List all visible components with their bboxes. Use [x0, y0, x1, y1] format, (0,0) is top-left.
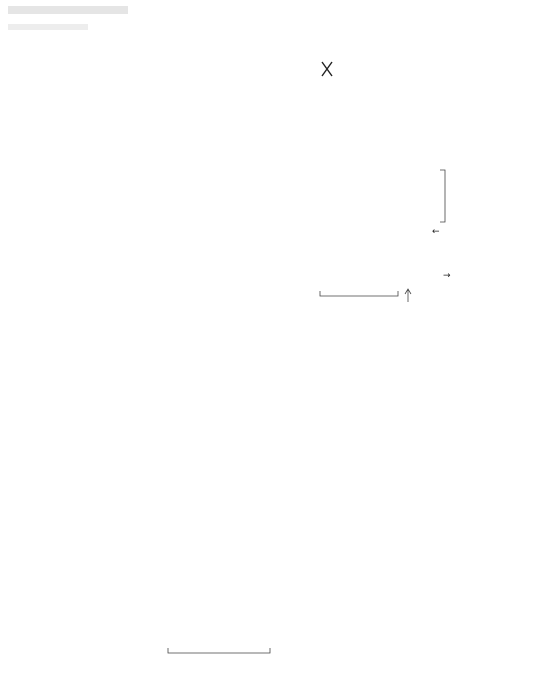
row-arrow-a-2: ←: [432, 227, 440, 237]
repeat-bracket-b: [168, 648, 270, 653]
row-arrow-a-1: →: [443, 271, 451, 281]
